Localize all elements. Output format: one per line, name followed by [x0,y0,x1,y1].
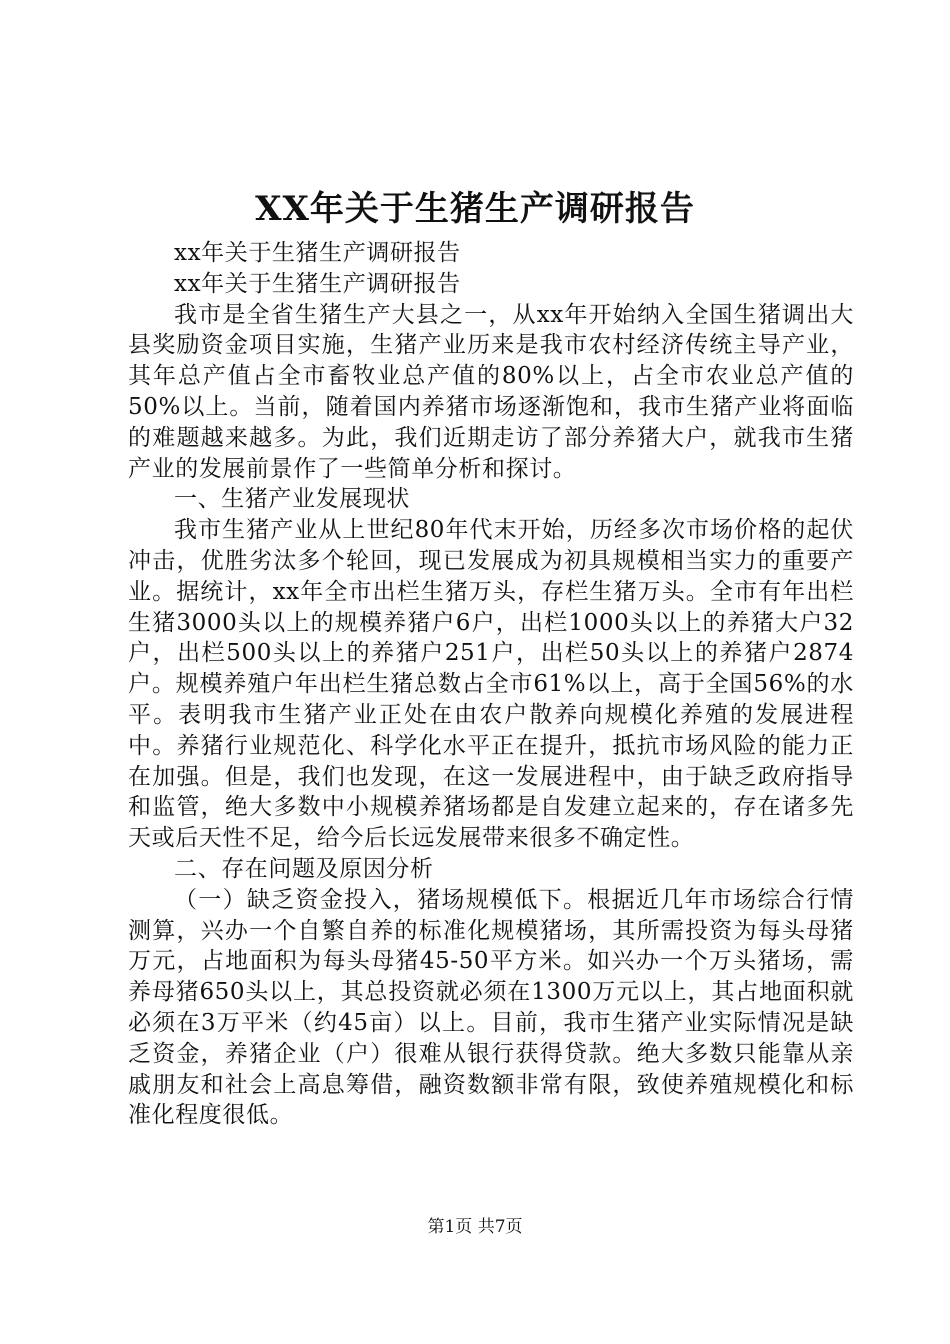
body-paragraph: 我市是全省生猪生产大县之一，从xx年开始纳入全国生猪调出大县奖励资金项目实施，生猪产业历来是我市农村经济传统主导产业，其年总产值占全市畜牧业总产值的80%以上，占全市农业总产值的50%以上。当前，随着国内养猪市场逐渐饱和，我市生猪产业将面临的难题越来越多。为此，我们近期走访了部分养猪大户，就我市生猪产业的发展前景作了一些简单分析和探讨。 [128,301,854,482]
document-body [128,238,854,1131]
body-paragraph: （一）缺乏资金投入，猪场规模低下。根据近几年市场综合行情测算，兴办一个自繁自养的标准化规模猪场，其所需投资为每头母猪万元，占地面积为每头母猪45-50平方米。如兴办一个万头猪场，需养母猪650头以上，其总投资就必须在1300万元以上，其占地面积就必须在3万平米（约45亩）以上。目前，我市生猪产业实际情况是缺乏资金，养猪企业（户）很难从银行获得贷款。绝大多数只能靠从亲戚朋友和社会上高息筹借，融资数额非常有限，致使养殖规模化和标准化程度很低。 [128,886,854,1129]
subtitle-line: xx年关于生猪生产调研报告 [174,240,461,266]
body-paragraph: 我市生猪产业从上世纪80年代末开始，历经多次市场价格的起伏冲击，优胜劣汰多个轮回，现已发展成为初具规模相当实力的重要产业。据统计，xx年全市出栏生猪万头，存栏生猪万头。全市有年出栏生猪3000头以上的规模养猪户6户，出栏1000头以上的养猪大户32户，出栏500头以上的养猪户251户，出栏50头以上的养猪户2874户。规模养殖户年出栏生猪总数占全市61%以上，高于全国56%的水平。表明我市生猪产业正处在由农户散养向规模化养殖的发展进程中。养猪行业规范化、科学化水平正在提升，抵抗市场风险的能力正在加强。但是，我们也发现，在这一发展进程中，由于缺乏政府指导和监管，绝大多数中小规模养猪场都是自发建立起来的，存在诸多先天或后天性不足，给今后长远发展带来很多不确定性。 [128,517,854,852]
subtitle-line: xx年关于生猪生产调研报告 [174,270,461,297]
page-footer: 第1页 共7页 [427,1217,523,1237]
document-title: XX年关于生猪生产调研报告 [255,189,695,229]
section-heading: 二、存在问题及原因分析 [174,855,434,882]
section-heading: 一、生猪产业发展现状 [174,486,410,513]
